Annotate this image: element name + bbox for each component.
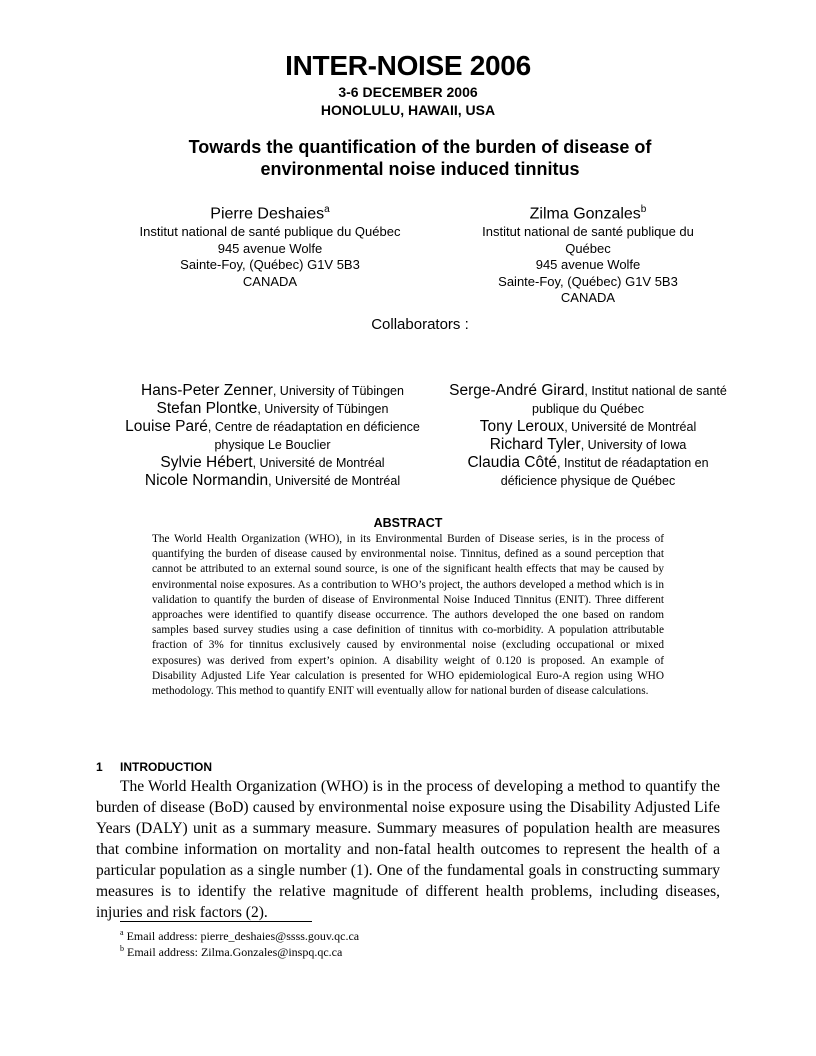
author-affiliation-line: CANADA [560,290,616,306]
footnote-marker: b [640,204,647,215]
author-affiliation-line: Sainte-Foy, (Québec) G1V 5B3 [180,257,360,273]
collaborator-entry [120,472,425,490]
author-block [120,200,420,290]
author-affiliation-line: 945 avenue Wolfe [535,257,641,273]
author-affiliation-line: CANADA [242,273,298,289]
paper-title [0,136,816,180]
collaborator-affiliation: , University of Iowa [580,438,687,452]
collaborator-affiliation: , Université de Montréal [252,456,385,470]
section-number: 1 [96,760,103,774]
footnote-text: Email address: Zilma.Gonzales@inspq.qc.ca [127,945,343,959]
collaborator-name: Richard Tyler [489,436,581,453]
conference-location: HONOLULU, HAWAII, USA [320,102,496,118]
paper-title-line-1: Towards the quantification of the burden of disease of [188,137,652,157]
author-name: Pierre Deshaies$^a$ [210,204,330,223]
introduction-body: The World Health Organization (WHO) is in the process of developing a method to quantify the burden of disease (BoD) caused by environmental noise exposure using the Disability Adjusted Life Years (DALY) unit as a summary measure. Summary measures of population health are measures that combine information on mortality and non-fatal health outcomes to represent the health of a particular population as a single number (1). One of the fundamental goals in constructing summary measures is to identify the relative magnitude of different health problems, including diseases, injuries and risk factors (2). [96,778,720,921]
collaborator-name: Stefan Plontke [156,400,258,417]
collaborators-left-column [120,382,425,490]
collaborator-name: Serge-André Girard [449,382,585,399]
author-name: Zilma Gonzales$^b$ [529,204,647,223]
footnote-text: Email address: pierre_deshaies@ssss.gouv.qc.ca [126,929,360,943]
collaborator-affiliation: , Centre de réadaptation en déficience physique Le Bouclier [207,420,420,452]
conference-title: INTER-NOISE 2006 [285,50,531,81]
section-heading-introduction [96,760,212,774]
collaborator-affiliation: , University of Tübingen [272,384,404,398]
section-title: INTRODUCTION [120,760,212,774]
collaborator-entry [448,436,728,454]
abstract-heading: ABSTRACT [373,516,443,530]
footnote-item [120,944,342,960]
collaborator-name: Hans-Peter Zenner [141,382,273,399]
conference-dates: 3-6 DECEMBER 2006 [338,84,478,100]
author-affiliation-line: Sainte-Foy, (Québec) G1V 5B3 [498,273,678,289]
collaborator-entry [448,382,728,418]
collaborator-name: Louise Paré [125,418,208,435]
author-affiliation-line: Québec [565,240,611,256]
footnote-divider [120,921,312,922]
collaborator-affiliation: , Institut national de santé publique du Québec [532,384,727,416]
collaborator-affiliation: , Université de Montréal [268,474,401,488]
author-affiliation-line: Institut national de santé publique du Québec [139,224,401,240]
author-affiliation-line: Institut national de santé publique du [482,224,694,240]
collaborators-right-column [448,382,728,490]
collaborator-affiliation: , Université de Montréal [564,420,697,434]
collaborator-name: Nicole Normandin [144,472,269,489]
collaborator-entry [120,418,425,454]
collaborator-entry [120,454,425,472]
footnote-marker: b [120,944,124,953]
author-affiliation-line: 945 avenue Wolfe [217,240,323,256]
collaborators-heading: Collaborators : [371,316,469,333]
author-block [466,200,710,307]
footnote-item [120,928,359,944]
collaborator-affiliation: , Institut de réadaptation en déficience physique de Québec [500,456,709,488]
collaborator-name: Sylvie Hébert [160,454,253,471]
paper-title-line-2: environmental noise induced tinnitus [260,159,580,179]
collaborator-entry [120,382,425,400]
collaborator-entry [448,454,728,490]
collaborator-entry [120,400,425,418]
collaborator-entry [448,418,728,436]
footnote-marker: a [120,928,124,937]
collaborator-name: Tony Leroux [479,418,565,435]
abstract-body: The World Health Organization (WHO), in its Environmental Burden of Disease series, is in the process of quantifying the burden of disease caused by environmental noise. Tinnitus, defined as a sound perception that cannot be attributed to an external sound source, is one of the significant health effects that may be caused by environmental noise exposures. As a contribution to WHO’s project, the authors developed a method which is in validation to quantify the burden of disease of Environmental Noise Induced Tinnitus (ENIT). Three different approaches were identified to quantify disease occurrence. The authors developed the one based on random samples based survey studies using a case definition of tinnitus with co-morbidity. A population attributable fraction of 3% for tinnitus exclusively caused by environmental noise (excluding occupational or mixed exposures) was derived from expert’s opinion. A disability weight of 0.120 is proposed. An example of Disability Adjusted Life Year calculation is presented for WHO epidemiological Euro-A region using WHO methodology. This method to quantify ENIT will eventually allow for national burden of disease calculations. [152,533,664,698]
footnote-marker: a [324,204,330,215]
collaborator-affiliation: , University of Tübingen [257,402,389,416]
collaborator-name: Claudia Côté [467,454,558,471]
